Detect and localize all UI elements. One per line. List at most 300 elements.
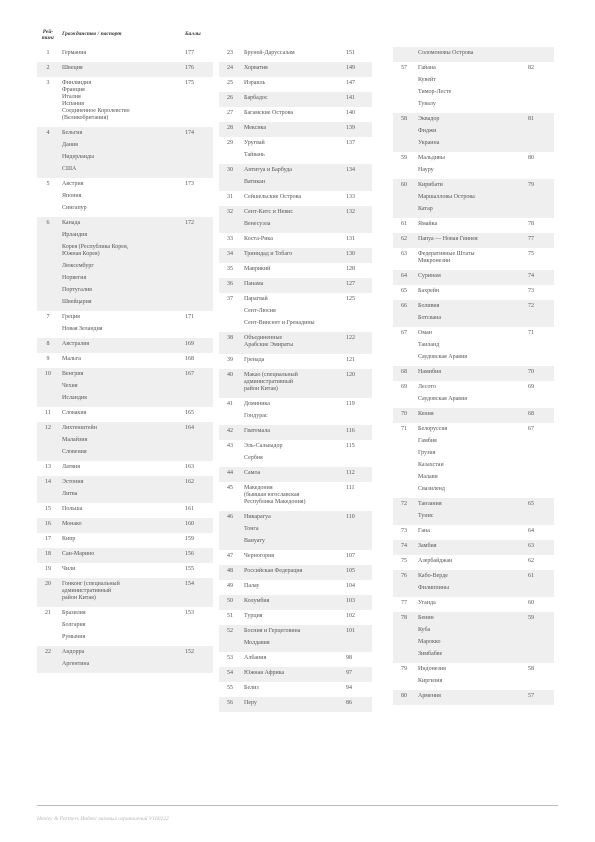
rank-group <box>393 218 554 233</box>
table-row <box>393 367 554 379</box>
rank-cell: 6 <box>46 220 50 226</box>
country-cell: Швеция <box>62 65 83 71</box>
score-cell: 160 <box>185 521 194 527</box>
table-row <box>393 192 554 204</box>
country-cell: Сейшельские Острова <box>244 194 302 200</box>
rank-group <box>219 511 372 550</box>
score-cell <box>185 154 213 161</box>
country-cell: Самоа <box>244 470 261 476</box>
rank-group <box>37 503 213 518</box>
rank-cell: 77 <box>401 600 407 606</box>
country-cell: Объединенные Арабские Эмираты <box>244 335 294 348</box>
rank-cell <box>393 438 415 445</box>
rank-cell <box>393 474 415 481</box>
table-row <box>219 524 372 536</box>
rank-cell: 23 <box>227 50 233 56</box>
rank-group <box>219 206 372 233</box>
rank-group <box>393 612 554 663</box>
score-cell: 177 <box>185 50 194 56</box>
rank-group <box>37 646 213 673</box>
rank-cell <box>393 354 415 361</box>
rank-group <box>37 338 213 353</box>
country-cell: Эль-Сальвадор <box>244 443 283 449</box>
rank-cell <box>37 449 59 456</box>
table-row <box>219 411 372 423</box>
score-cell: 149 <box>346 65 355 71</box>
rank-cell <box>219 152 241 159</box>
table-row <box>393 556 554 568</box>
rank-cell <box>219 455 241 462</box>
country-cell: Маршалловы Острова <box>418 194 475 200</box>
rank-group <box>393 248 554 270</box>
header-spacer <box>219 29 372 47</box>
table-row <box>219 165 372 177</box>
rank-group <box>219 354 372 369</box>
rank-cell <box>219 640 241 647</box>
score-cell <box>528 194 554 201</box>
footer-divider <box>37 805 558 806</box>
score-cell <box>528 462 554 469</box>
ranking-column-1 <box>37 29 213 673</box>
rank-group <box>393 62 554 113</box>
rank-cell <box>393 206 415 213</box>
score-cell <box>185 244 213 258</box>
score-cell <box>185 383 213 390</box>
table-row <box>37 423 213 435</box>
table-row <box>393 219 554 231</box>
rank-cell: 38 <box>227 335 233 341</box>
table-row <box>37 78 213 125</box>
table-row <box>393 394 554 406</box>
score-cell <box>185 275 213 282</box>
score-cell: 116 <box>346 428 355 434</box>
rank-group <box>37 607 213 646</box>
rank-cell: 68 <box>401 369 407 375</box>
country-cell: Эквадор <box>418 116 440 122</box>
country-cell: Коста-Рика <box>244 236 273 242</box>
rank-cell <box>37 622 59 629</box>
table-row <box>219 399 372 411</box>
country-cell: Бразилия <box>62 610 86 616</box>
country-cell: Марокко <box>418 639 441 645</box>
score-cell: 69 <box>528 384 534 390</box>
score-cell: 140 <box>346 110 355 116</box>
score-cell <box>528 354 554 361</box>
rank-cell: 10 <box>45 371 51 377</box>
table-row <box>393 180 554 192</box>
country-cell: Ватикан <box>244 179 266 185</box>
country-cell: Украина <box>418 140 440 146</box>
score-cell <box>528 77 554 84</box>
score-cell <box>528 639 554 646</box>
score-cell <box>528 513 554 520</box>
country-cell: Эстония <box>62 479 84 485</box>
country-cell: Гренада <box>244 357 265 363</box>
rank-cell: 44 <box>227 470 233 476</box>
rank-cell <box>393 513 415 520</box>
table-row <box>393 625 554 637</box>
table-row <box>219 123 372 135</box>
rank-group <box>219 332 372 354</box>
rank-group <box>393 597 554 612</box>
table-header <box>37 29 213 43</box>
rank-cell: 39 <box>227 357 233 363</box>
country-cell: Новая Зеландия <box>62 326 103 332</box>
score-cell: 127 <box>346 281 355 287</box>
country-cell: Зимбабве <box>418 651 443 657</box>
rank-group <box>37 563 213 578</box>
score-cell: 78 <box>528 221 534 227</box>
table-row <box>37 140 213 152</box>
score-cell <box>528 450 554 457</box>
rank-cell: 35 <box>227 266 233 272</box>
rank-group <box>219 137 372 164</box>
table-row <box>37 534 213 546</box>
score-cell: 77 <box>528 236 534 242</box>
table-row <box>37 273 213 285</box>
table-row <box>393 340 554 352</box>
ranking-column-3 <box>393 29 554 705</box>
rank-cell <box>393 462 415 469</box>
score-cell: 65 <box>528 501 534 507</box>
rank-group <box>37 127 213 178</box>
rank-cell <box>37 326 59 333</box>
score-cell <box>185 166 213 173</box>
rank-cell <box>393 140 415 147</box>
rank-cell: 1 <box>46 50 50 56</box>
table-row <box>219 138 372 150</box>
country-cell: Бахрейн <box>418 288 440 294</box>
rank-cell <box>37 193 59 200</box>
table-row <box>37 312 213 324</box>
country-cell: Танзания <box>418 501 442 507</box>
table-row <box>393 511 554 523</box>
score-cell: 162 <box>185 479 194 485</box>
rank-cell <box>393 194 415 201</box>
table-row <box>219 234 372 246</box>
rank-group <box>219 595 372 610</box>
country-cell: Черногория <box>244 553 275 559</box>
rank-cell <box>393 450 415 457</box>
country-cell: Гана <box>418 528 430 534</box>
country-cell: Замбия <box>418 543 437 549</box>
country-cell: Аргентина <box>62 661 90 667</box>
country-cell: Мальдивы <box>418 155 445 161</box>
rank-group <box>219 425 372 440</box>
rank-cell <box>37 437 59 444</box>
score-cell <box>346 152 372 159</box>
table-row <box>219 108 372 120</box>
score-cell: 111 <box>346 485 355 491</box>
rank-cell: 74 <box>401 543 407 549</box>
rank-cell: 12 <box>45 425 51 431</box>
rank-cell: 57 <box>401 65 407 71</box>
score-cell: 72 <box>528 303 534 309</box>
rank-group <box>37 476 213 503</box>
score-cell <box>185 193 213 200</box>
table-row <box>393 153 554 165</box>
rank-cell: 70 <box>401 411 407 417</box>
table-row <box>219 653 372 665</box>
rank-group <box>219 550 372 565</box>
rank-cell <box>219 221 241 228</box>
rank-group <box>393 285 554 300</box>
table-row <box>393 234 554 246</box>
rank-cell: 37 <box>227 296 233 302</box>
rank-group <box>393 555 554 570</box>
country-cell: Сан-Марино <box>62 551 95 557</box>
table-row <box>37 242 213 261</box>
country-cell: Бельгия <box>62 130 83 136</box>
score-cell: 68 <box>528 411 534 417</box>
table-row <box>393 664 554 676</box>
rank-cell <box>219 320 241 327</box>
score-cell: 176 <box>185 65 194 71</box>
table-row <box>393 637 554 649</box>
country-cell: Дания <box>62 142 78 148</box>
rank-cell <box>393 396 415 403</box>
country-cell: Перу <box>244 700 257 706</box>
rank-cell <box>219 308 241 315</box>
score-cell <box>528 101 554 108</box>
score-cell: 94 <box>346 685 352 691</box>
score-cell: 107 <box>346 553 355 559</box>
country-cell: Оман <box>418 330 432 336</box>
table-row <box>219 536 372 548</box>
rank-cell: 48 <box>227 568 233 574</box>
country-cell: Сент-Винсент и Гренадины <box>244 320 315 326</box>
country-cell: Бруней-Даруссалам <box>244 50 295 56</box>
score-cell: 125 <box>346 296 355 302</box>
table-row <box>37 339 213 351</box>
score-cell <box>528 128 554 135</box>
table-row <box>219 611 372 623</box>
score-cell <box>185 491 213 498</box>
rank-cell: 75 <box>401 558 407 564</box>
country-cell: Федеративные Штаты Микронезии <box>418 251 475 264</box>
table-row <box>219 596 372 608</box>
score-cell <box>528 678 554 685</box>
country-cell: Фиджи <box>418 128 437 134</box>
country-cell: Гайана <box>418 65 436 71</box>
score-cell: 58 <box>528 666 534 672</box>
table-row <box>219 468 372 480</box>
score-cell: 133 <box>346 194 355 200</box>
rank-cell: 71 <box>401 426 407 432</box>
country-cell: Мексика <box>244 125 267 131</box>
score-cell <box>528 627 554 634</box>
score-cell <box>185 622 213 629</box>
rank-cell: 22 <box>45 649 51 655</box>
country-cell: Австрия <box>62 181 84 187</box>
country-cell: Ирландия <box>62 232 88 238</box>
country-cell: Парагвай <box>244 296 268 302</box>
country-cell: Румыния <box>62 634 86 640</box>
score-cell: 155 <box>185 566 194 572</box>
country-cell: Южная Африка <box>244 670 285 676</box>
score-cell: 86 <box>346 700 352 706</box>
score-cell: 121 <box>346 357 355 363</box>
country-cell: Германия <box>62 50 87 56</box>
score-cell <box>346 413 372 420</box>
country-cell: Чехия <box>62 383 78 389</box>
rank-cell: 13 <box>45 464 51 470</box>
rank-cell <box>393 678 415 685</box>
rank-group <box>393 690 554 705</box>
rank-cell <box>393 167 415 174</box>
score-cell <box>185 205 213 212</box>
rank-cell <box>393 627 415 634</box>
rank-cell <box>37 166 59 173</box>
table-row <box>219 683 372 695</box>
score-cell <box>346 308 372 315</box>
score-cell: 163 <box>185 464 194 470</box>
score-cell <box>346 640 372 647</box>
rank-cell: 65 <box>401 288 407 294</box>
score-cell: 167 <box>185 371 194 377</box>
country-cell: Саудовская Аравия <box>418 354 468 360</box>
table-row <box>393 409 554 421</box>
score-cell: 104 <box>346 583 355 589</box>
score-cell: 82 <box>528 65 534 71</box>
country-cell: Кабо-Верде <box>418 573 448 579</box>
table-row <box>37 324 213 336</box>
table-row <box>393 249 554 268</box>
rank-cell <box>37 244 59 258</box>
table-row <box>219 453 372 465</box>
table-row <box>37 462 213 474</box>
score-cell: 164 <box>185 425 194 431</box>
rank-group <box>219 440 372 467</box>
table-row <box>37 647 213 659</box>
score-cell <box>185 299 213 306</box>
rank-group <box>219 278 372 293</box>
rank-cell: 64 <box>401 273 407 279</box>
score-cell <box>185 326 213 333</box>
rank-cell <box>37 263 59 270</box>
score-cell: 70 <box>528 369 534 375</box>
country-cell: Науру <box>418 167 434 173</box>
rank-group <box>37 353 213 368</box>
rank-cell: 5 <box>46 181 50 187</box>
table-row <box>37 218 213 230</box>
score-cell: 139 <box>346 125 355 131</box>
country-cell: Лихтенштейн <box>62 425 97 431</box>
country-cell: Венгрия <box>62 371 84 377</box>
rank-cell <box>219 538 241 545</box>
rank-cell <box>37 205 59 212</box>
table-row <box>219 93 372 105</box>
score-cell <box>528 651 554 658</box>
country-cell: Тринидад и Тобаго <box>244 251 293 257</box>
country-cell: Российская Федерация <box>244 568 303 574</box>
rank-cell: 21 <box>45 610 51 616</box>
rank-group <box>219 467 372 482</box>
country-cell: Тайвань <box>244 152 265 158</box>
country-cell: Папуа — Новая Гвинея <box>418 236 478 242</box>
score-cell: 175 <box>185 80 194 86</box>
table-row <box>37 620 213 632</box>
rank-header: Рей- тинг <box>41 29 55 41</box>
score-cell: 105 <box>346 568 355 574</box>
table-row <box>393 526 554 538</box>
rank-cell: 45 <box>227 485 233 491</box>
rank-group <box>37 461 213 476</box>
table-row <box>393 676 554 688</box>
country-cell: Багамские Острова <box>244 110 294 116</box>
rank-cell: 55 <box>227 685 233 691</box>
rank-group <box>37 548 213 563</box>
rank-group <box>219 47 372 62</box>
table-row <box>219 566 372 578</box>
score-cell <box>528 474 554 481</box>
rank-cell: 36 <box>227 281 233 287</box>
score-cell <box>528 585 554 592</box>
table-row <box>219 355 372 367</box>
score-cell <box>528 396 554 403</box>
table-row <box>393 499 554 511</box>
score-cell: 172 <box>185 220 194 226</box>
table-row <box>393 286 554 298</box>
country-cell: Словения <box>62 449 87 455</box>
score-cell: 169 <box>185 341 194 347</box>
score-cell: 63 <box>528 543 534 549</box>
score-cell: 60 <box>528 600 534 606</box>
country-cell: Словакия <box>62 410 87 416</box>
country-cell: Ямайка <box>418 221 438 227</box>
table-row <box>393 448 554 460</box>
score-cell: 62 <box>528 558 534 564</box>
score-cell <box>346 526 372 533</box>
country-cell: Нидерланды <box>62 154 95 160</box>
table-row <box>37 579 213 605</box>
rank-cell <box>37 634 59 641</box>
table-row <box>219 306 372 318</box>
table-row <box>393 48 554 60</box>
country-cell: Сербия <box>244 455 263 461</box>
table-row <box>393 328 554 340</box>
score-cell <box>185 661 213 668</box>
table-row <box>393 649 554 661</box>
rank-cell <box>37 383 59 390</box>
table-row <box>37 504 213 516</box>
rank-cell: 79 <box>401 666 407 672</box>
country-cell: Молдавия <box>244 640 270 646</box>
rank-cell <box>393 342 415 349</box>
rank-group <box>219 107 372 122</box>
score-cell: 128 <box>346 266 355 272</box>
table-row <box>219 333 372 352</box>
table-row <box>393 472 554 484</box>
table-row <box>219 150 372 162</box>
country-cell: Маврикий <box>244 266 271 272</box>
score-cell: 115 <box>346 443 355 449</box>
footer-text: Henley & Partners Индекс визовых ограничений V160222 <box>37 816 169 822</box>
table-row <box>393 571 554 583</box>
rank-cell: 51 <box>227 613 233 619</box>
country-cell: Португалия <box>62 287 92 293</box>
country-cell: Корея (Республика Корея, Южная Корея) <box>62 244 129 257</box>
rank-cell: 32 <box>227 209 233 215</box>
table-row <box>393 114 554 126</box>
country-cell: Кения <box>418 411 434 417</box>
rank-group <box>219 369 372 398</box>
rank-group <box>219 610 372 625</box>
table-row <box>393 63 554 75</box>
score-cell <box>528 206 554 213</box>
rank-cell: 16 <box>45 521 51 527</box>
country-cell: Канада <box>62 220 81 226</box>
